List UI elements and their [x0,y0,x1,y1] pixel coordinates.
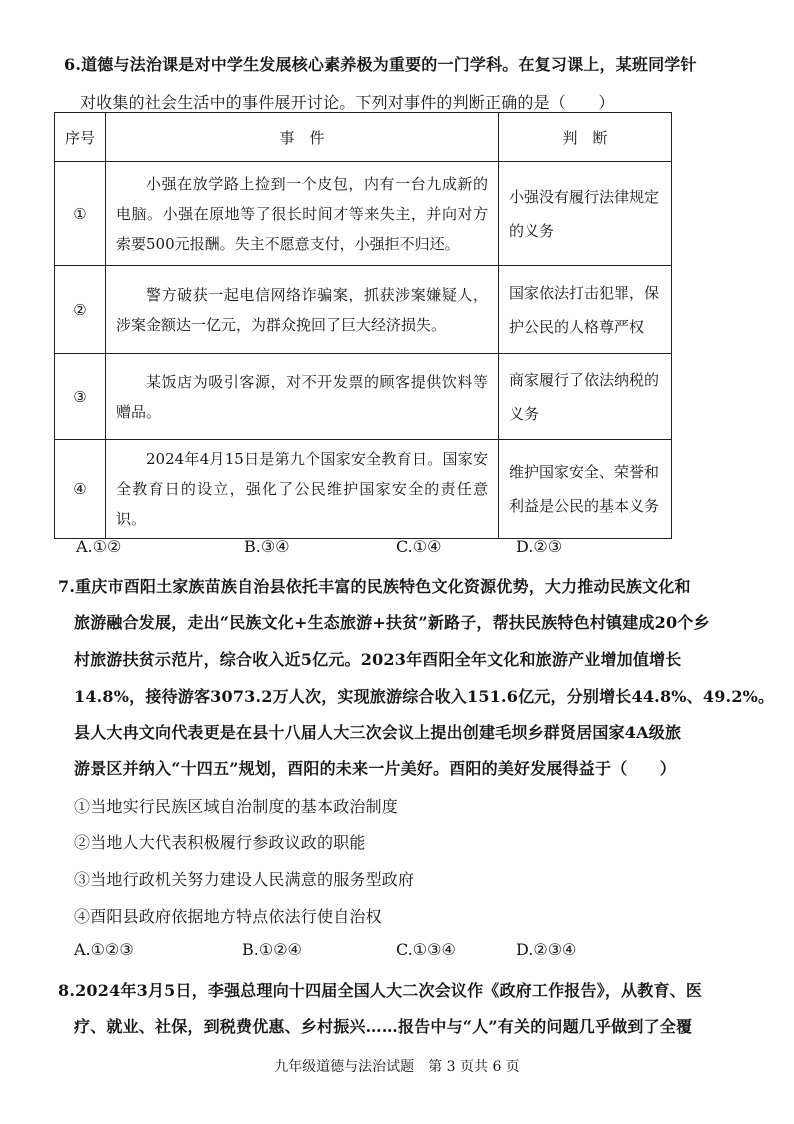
row-judgment: 商家履行了依法纳税的义务 [499,354,672,440]
row-judgment: 小强没有履行法律规定的义务 [499,162,672,266]
row-judgment: 维护国家安全、荣誉和利益是公民的基本义务 [499,440,672,539]
q7-stem-line-1: 7.重庆市酉阳土家族苗族自治县依托丰富的民族特色文化资源优势，大力推动民族文化和 [58,577,691,596]
row-event: 某饭店为吸引客源，对不开发票的顾客提供饮料等赠品。 [106,354,499,440]
page-footer: 九年级道德与法治试题 第 3 页共 6 页 [274,1059,520,1075]
option-d[interactable]: D.②③ [516,537,563,556]
row-number: ② [55,266,106,354]
q7-statement-1: ①当地实行民族区域自治制度的基本政治制度 [74,797,399,816]
q7-statement-3: ③当地行政机关努力建设人民满意的服务型政府 [74,870,415,889]
table-header-row [55,113,672,162]
table-row [55,266,672,354]
q7-options [0,940,794,960]
table-row [55,354,672,440]
option-a[interactable]: A.①② [76,537,122,556]
header-number: 序号 [55,113,106,162]
option-c[interactable]: C.①③④ [396,940,456,959]
option-b[interactable]: B.③④ [244,537,290,556]
table-row [55,162,672,266]
option-a[interactable]: A.①②③ [74,940,134,959]
row-number: ④ [55,440,106,539]
row-event: 小强在放学路上捡到一个皮包，内有一台九成新的电脑。小强在原地等了很长时间才等来失主，并向对方索要500元报酬。失主不愿意支付，小强拒不归还。 [106,162,499,266]
header-event: 事 件 [106,113,499,162]
q6-stem-line-2: 对收集的社会生活中的事件展开讨论。下列对事件的判断正确的是（ ） [80,93,615,112]
q7-stem-line-6: 游景区并纳入“十四五”规划，酉阳的未来一片美好。酉阳的美好发展得益于（ ） [74,759,677,778]
q6-event-table [54,112,672,539]
option-c[interactable]: C.①④ [396,537,442,556]
q7-stem-line-4: 14.8%，接待游客3073.2万人次，实现旅游综合收入151.6亿元，分别增长44.8%、49.2%。 [74,687,775,706]
q8-stem-line-2: 疗、就业、社保，到税费优惠、乡村振兴……报告中与“人”有关的问题几乎做到了全覆 [74,1017,693,1036]
row-judgment: 国家依法打击犯罪，保护公民的人格尊严权 [499,266,672,354]
table-row [55,440,672,539]
q7-statement-2: ②当地人大代表积极履行参政议政的职能 [74,833,366,852]
q8-stem-line-1: 8.2024年3月5日，李强总理向十四届全国人大二次会议作《政府工作报告》，从教育、医 [58,981,703,1000]
row-event: 2024年4月15日是第九个国家安全教育日。国家安全教育日的设立，强化了公民维护国家安全的责任意识。 [106,440,499,539]
q6-options [0,537,794,557]
q7-stem-line-3: 村旅游扶贫示范片，综合收入近5亿元。2023年酉阳全年文化和旅游产业增加值增长 [74,650,682,669]
row-number: ③ [55,354,106,440]
option-d[interactable]: D.②③④ [516,940,577,959]
q7-statement-4: ④酉阳县政府依据地方特点依法行使自治权 [74,907,382,926]
q7-stem-line-5: 县人大冉文向代表更是在县十八届人大三次会议上提出创建毛坝乡群贤居国家4A级旅 [74,723,682,742]
row-number: ① [55,162,106,266]
header-judgment: 判 断 [499,113,672,162]
option-b[interactable]: B.①②④ [242,940,302,959]
row-event: 警方破获一起电信网络诈骗案，抓获涉案嫌疑人，涉案金额达一亿元，为群众挽回了巨大经济损失。 [106,266,499,354]
q7-stem-line-2: 旅游融合发展，走出“民族文化+生态旅游+扶贫”新路子，帮扶民族特色村镇建成20个乡 [74,613,710,632]
q6-stem-line-1: 6.道德与法治课是对中学生发展核心素养极为重要的一门学科。在复习课上，某班同学针 [64,55,697,74]
